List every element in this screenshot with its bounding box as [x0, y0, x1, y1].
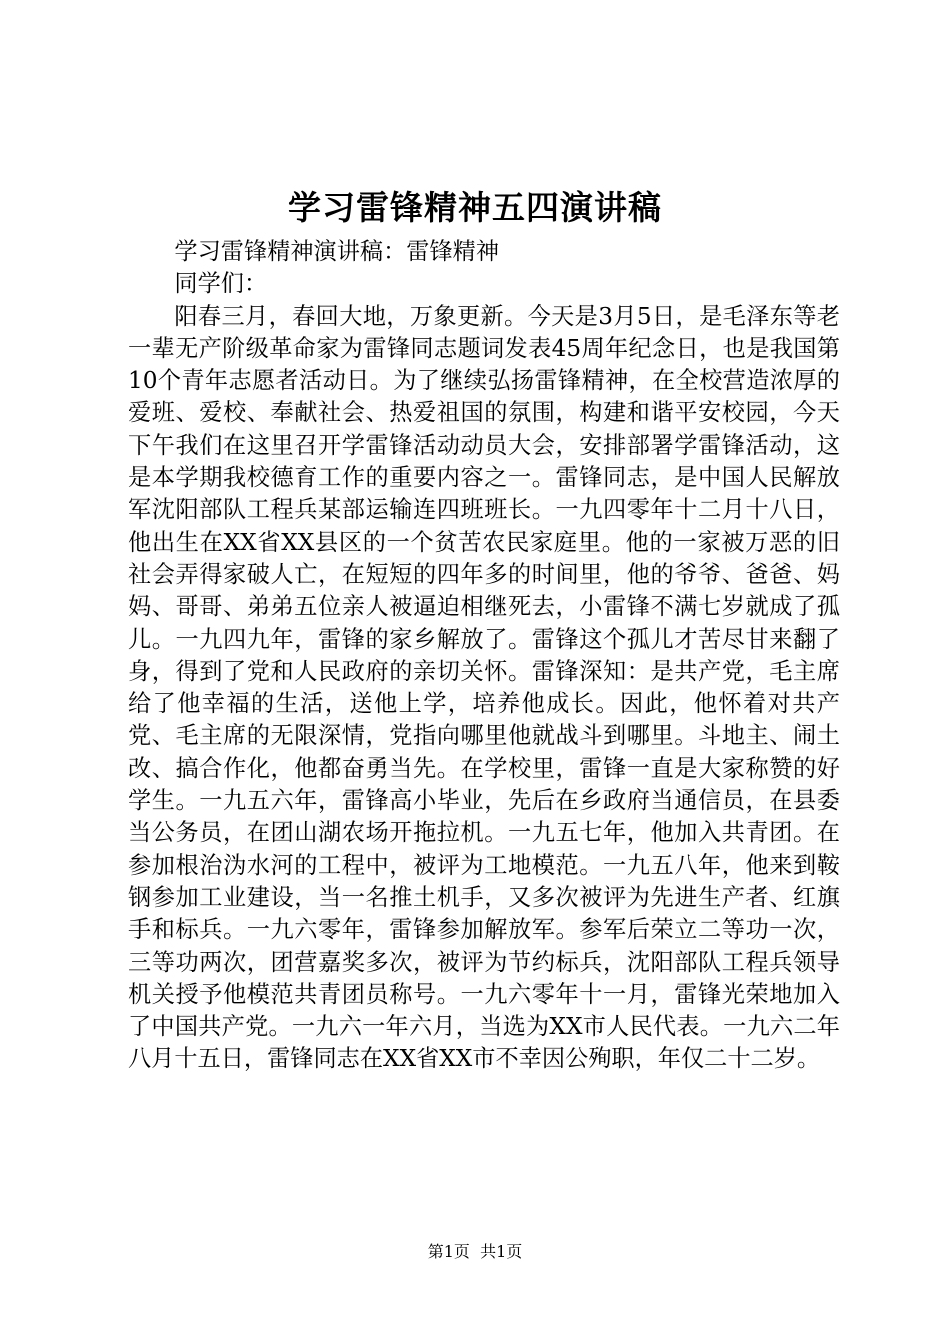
- page-total: 共1页: [480, 1242, 523, 1261]
- body-paragraph: 阳春三月，春回大地，万象更新。今天是3月5日，是毛泽东等老一辈无产阶级革命家为雷锋同志题词发表45周年纪念日，也是我国第10个青年志愿者活动日。为了继续弘扬雷锋精神，在全校营造浓厚的爱班、爱校、奉献社会、热爱祖国的氛围，构建和谐平安校园，今天下午我们在这里召开学雷锋活动动员大会，安排部署学雷锋活动，这是本学期我校德育工作的重要内容之一。雷锋同志，是中国人民解放军沈阳部队工程兵某部运输连四班班长。一九四零年十二月十八日，他出生在XX省XX县区的一个贫苦农民家庭里。他的一家被万恶的旧社会弄得家破人亡，在短短的四年多的时间里，他的爷爷、爸爸、妈妈、哥哥、弟弟五位亲人被逼迫相继死去，小雷锋不满七岁就成了孤儿。一九四九年，雷锋的家乡解放了。雷锋这个孤儿才苦尽甘来翻了身，得到了党和人民政府的亲切关怀。雷锋深知：是共产党，毛主席给了他幸福的生活，送他上学，培养他成长。因此，他怀着对共产党、毛主席的无限深情，党指向哪里他就战斗到哪里。斗地主、闹土改、搞合作化，他都奋勇当先。在学校里，雷锋一直是大家称赞的好学生。一九五六年，雷锋高小毕业，先后在乡政府当通信员，在县委当公务员，在团山湖农场开拖拉机。一九五七年，他加入共青团。在参加根治沩水河的工程中，被评为工地模范。一九五八年，他来到鞍钢参加工业建设，当一名推土机手，又多次被评为先进生产者、红旗手和标兵。一九六零年，雷锋参加解放军。参军后荣立二等功一次，三等功两次，团营嘉奖多次，被评为节约标兵，沈阳部队工程兵领导机关授予他模范共青团员称号。一九六零年十一月，雷锋光荣地加入了中国共产党。一九六一年六月，当选为XX市人民代表。一九六二年八月十五日，雷锋同志在XX省XX市不幸因公殉职，年仅二十二岁。: [128, 302, 840, 1073]
- document-title: 学习雷锋精神五四演讲稿: [288, 188, 662, 227]
- page-number: 第1页: [427, 1242, 470, 1261]
- document-body: [128, 236, 840, 1076]
- greeting-line: 同学们：: [174, 270, 268, 298]
- subtitle-line: 学习雷锋精神演讲稿：雷锋精神: [174, 238, 500, 265]
- page-footer: [0, 1241, 950, 1263]
